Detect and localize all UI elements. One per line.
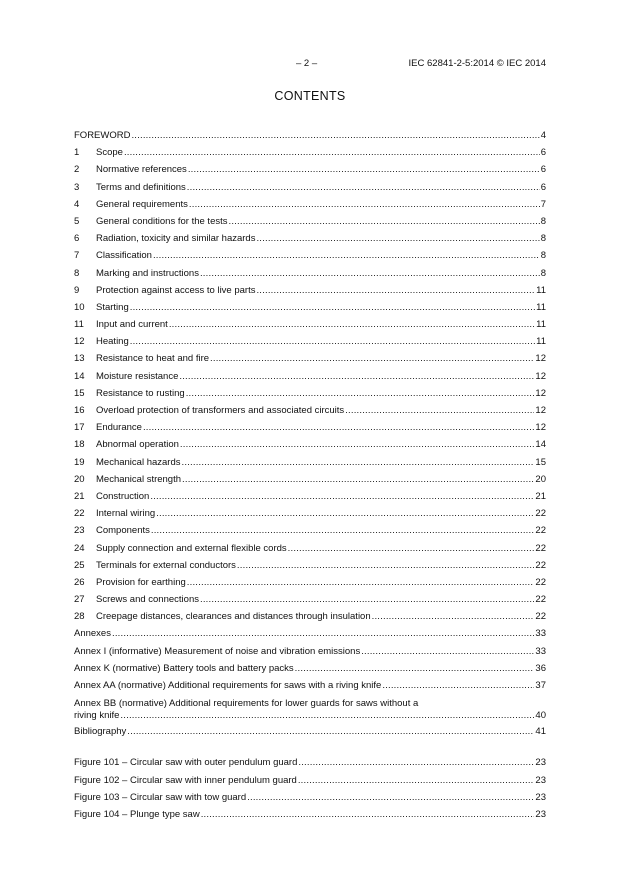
toc-entry-title: Overload protection of transformers and associated circuits	[96, 405, 345, 416]
toc-entry[interactable]	[74, 643, 546, 660]
toc-entry[interactable]	[74, 368, 546, 385]
toc-entry-title: Components	[96, 525, 150, 537]
figure-entry[interactable]	[74, 789, 546, 806]
dot-leader	[180, 436, 535, 453]
toc-entry[interactable]	[74, 350, 546, 367]
toc-entry[interactable]	[74, 230, 546, 247]
toc-entry-number: 6	[74, 233, 80, 245]
toc-entry-page: 12	[535, 387, 546, 399]
toc-entry-number: 9	[74, 284, 80, 296]
toc-entry-title: Supply connection and external flexible cords	[96, 542, 287, 554]
toc-entry-page: 8	[540, 215, 546, 227]
toc-entry[interactable]	[74, 213, 546, 230]
dot-leader	[210, 350, 534, 367]
dot-leader	[188, 161, 540, 178]
toc-entry-title: Mechanical hazards	[96, 456, 181, 468]
page-header	[0, 58, 620, 74]
toc-entry-title: Annex BB (normative) Additional requirements for lower guards for saws without a	[74, 698, 419, 710]
toc-entry-title: Starting	[96, 301, 129, 313]
toc-entry-title: Heating	[96, 336, 129, 348]
toc-entry-number: 11	[74, 319, 84, 331]
toc-entry-number: 22	[74, 508, 85, 520]
toc-entry-number: 3	[74, 181, 80, 193]
dot-leader	[124, 144, 540, 161]
dot-leader	[131, 127, 539, 144]
toc-entry[interactable]	[74, 419, 546, 436]
toc-entry-number: 27	[74, 594, 85, 606]
toc-entry-title: Resistance to heat and fire	[96, 353, 210, 365]
toc-entry-title: General requirements	[96, 198, 188, 210]
dot-leader	[201, 806, 535, 823]
toc-entry[interactable]	[74, 660, 546, 677]
dot-leader	[182, 454, 535, 471]
toc-entry[interactable]	[74, 127, 546, 144]
toc-entry[interactable]	[74, 385, 546, 402]
toc-entry[interactable]	[74, 505, 546, 522]
toc-entry-number: 25	[74, 559, 85, 571]
toc-entry-title: Internal wiring	[96, 508, 156, 520]
toc-entry-title: Provision for earthing	[96, 576, 186, 588]
toc-entry-title: Annex I (informative) Measurement of noise and vibration emissions	[74, 645, 361, 657]
toc-entry-page: 33	[535, 645, 546, 657]
toc-entry-title-continued: riving knife	[74, 709, 120, 721]
toc-entry-page: 23	[535, 808, 546, 820]
toc-entry[interactable]	[74, 282, 546, 299]
toc-entry-title: Annexes	[74, 628, 111, 640]
dot-leader	[189, 196, 540, 213]
toc-entry-page: 23	[535, 791, 546, 803]
toc-entry[interactable]	[74, 333, 546, 350]
dot-leader	[295, 660, 535, 677]
toc-entry[interactable]	[74, 179, 546, 196]
toc-entry-number: 28	[74, 611, 85, 623]
toc-entry-page: 22	[535, 525, 546, 537]
toc-entry-number: 19	[74, 456, 85, 468]
toc-entry-page: 23	[535, 757, 546, 769]
toc-entry[interactable]	[74, 471, 546, 488]
toc-entry-page: 11	[536, 319, 546, 331]
dot-leader	[151, 522, 535, 539]
toc-entry-page: 22	[535, 508, 546, 520]
toc-entry-page: 11	[536, 301, 546, 313]
toc-entry-page: 6	[540, 181, 546, 193]
toc-entry-title: FOREWORD	[74, 130, 131, 141]
toc-entry-title: General conditions for the tests	[96, 215, 228, 227]
toc-entry[interactable]	[74, 723, 546, 740]
toc-entry-title: Figure 103 – Circular saw with tow guard	[74, 791, 247, 803]
toc-entry[interactable]	[74, 574, 546, 591]
toc-entry-title: Mechanical strength	[96, 473, 182, 485]
toc-entry-number: 8	[74, 267, 80, 279]
dot-leader	[361, 643, 534, 660]
toc-entry-title: Protection against access to live parts	[96, 284, 256, 296]
dot-leader	[112, 625, 534, 642]
toc-entry-page: 40	[535, 709, 546, 721]
toc-entry-page: 12	[535, 422, 546, 434]
toc-entry-page: 6	[540, 147, 546, 159]
toc-entry[interactable]	[74, 522, 546, 539]
toc-entry[interactable]	[74, 196, 546, 213]
figure-entry[interactable]	[74, 754, 546, 771]
toc-entry-annex-bb[interactable]	[74, 694, 546, 723]
toc-entry[interactable]	[74, 265, 546, 282]
toc-entry-number: 2	[74, 164, 80, 176]
toc-entry-title: Construction	[96, 490, 150, 502]
toc-entry-title: Annex AA (normative) Additional requirements for saws with a riving knife	[74, 680, 382, 691]
toc-entry[interactable]	[74, 402, 546, 419]
toc-entry[interactable]	[74, 488, 546, 505]
dot-leader	[247, 789, 534, 806]
toc-entry-title: Bibliography	[74, 726, 127, 738]
toc-entry-page: 7	[540, 198, 546, 210]
figure-entry[interactable]	[74, 806, 546, 823]
toc-entry-page: 4	[540, 130, 546, 141]
toc-entry[interactable]	[74, 161, 546, 178]
toc-entry-page: 23	[535, 774, 546, 786]
toc-entry-page: 36	[535, 662, 546, 674]
dot-leader	[345, 402, 534, 419]
dot-leader	[298, 772, 535, 789]
dot-leader	[169, 316, 535, 333]
toc-entry-title: Marking and instructions	[96, 267, 199, 279]
toc-entry-title: Normative references	[96, 164, 187, 176]
dot-leader	[237, 557, 535, 574]
dot-leader	[229, 213, 540, 230]
toc-entry[interactable]	[74, 540, 546, 557]
toc-entry-page: 22	[535, 559, 546, 571]
dot-leader	[187, 179, 540, 196]
toc-entry[interactable]	[74, 316, 546, 333]
toc-entry-page: 12	[535, 405, 546, 416]
toc-entry-title: Terminals for external conductors	[96, 559, 236, 571]
toc-entry-page: 8	[540, 267, 546, 279]
toc-entry-number: 10	[74, 301, 85, 313]
dot-leader	[200, 591, 534, 608]
toc-entry-title: Figure 102 – Circular saw with inner pendulum guard	[74, 774, 297, 786]
dot-leader	[179, 368, 534, 385]
toc-entry[interactable]	[74, 625, 546, 642]
toc-entry-number: 5	[74, 215, 80, 227]
toc-entry-title: Resistance to rusting	[96, 387, 185, 399]
toc-entry-title: Scope	[96, 147, 123, 159]
toc-entry-page: 8	[540, 250, 546, 262]
dot-leader	[298, 754, 534, 771]
dot-leader	[127, 723, 534, 740]
toc-entry-number: 1	[74, 147, 80, 159]
toc-entry-number: 4	[74, 198, 80, 210]
toc-entry[interactable]	[74, 247, 546, 264]
dot-leader	[256, 230, 539, 247]
toc-entry-page: 20	[535, 473, 546, 485]
toc-entry-title: Figure 104 – Plunge type saw	[74, 808, 200, 820]
toc-entry[interactable]	[74, 677, 546, 694]
toc-entry-title: Annex K (normative) Battery tools and battery packs	[74, 662, 294, 674]
dot-leader	[143, 419, 534, 436]
toc-entry-number: 18	[74, 439, 85, 451]
dot-leader	[187, 574, 535, 591]
dot-leader	[150, 488, 534, 505]
toc-entry-title: Abnormal operation	[96, 439, 179, 451]
dot-leader	[120, 710, 534, 722]
page-number: – 2 –	[296, 58, 318, 69]
toc-entry-page: 12	[535, 370, 546, 382]
toc-entry[interactable]	[74, 299, 546, 316]
dot-leader	[130, 299, 535, 316]
toc-entry-number: 15	[74, 387, 85, 399]
toc-entry-page: 11	[536, 336, 546, 348]
toc-entry-page: 11	[536, 284, 546, 296]
dot-leader	[130, 333, 535, 350]
toc-entry-number: 20	[74, 473, 85, 485]
toc-entry[interactable]	[74, 591, 546, 608]
toc-entry-page: 6	[540, 164, 546, 176]
toc-entry-page: 21	[535, 490, 546, 502]
page-title: CONTENTS	[274, 89, 346, 103]
toc-entry-page: 22	[535, 542, 546, 554]
table-of-contents	[74, 127, 546, 823]
toc-entry-page: 14	[535, 439, 546, 451]
toc-entry-page: 37	[535, 680, 546, 691]
toc-entry-page: 22	[535, 594, 546, 606]
dot-leader	[256, 282, 535, 299]
toc-entry-page: 33	[535, 628, 546, 640]
figure-entry[interactable]	[74, 772, 546, 789]
toc-entry-title: Classification	[96, 250, 152, 262]
dot-leader	[182, 471, 534, 488]
dot-leader	[382, 677, 534, 694]
section-spacer	[74, 740, 546, 754]
toc-entry[interactable]	[74, 144, 546, 161]
toc-entry-number: 7	[74, 250, 80, 262]
toc-entry-number: 24	[74, 542, 85, 554]
toc-entry-title: Radiation, toxicity and similar hazards	[96, 233, 256, 245]
toc-entry-number: 21	[74, 490, 85, 502]
toc-entry-title: Figure 101 – Circular saw with outer pendulum guard	[74, 757, 298, 769]
toc-entry-title: Creepage distances, clearances and distances through insulation	[96, 611, 371, 623]
toc-entry-number: 16	[74, 405, 85, 416]
toc-entry[interactable]	[74, 436, 546, 453]
dot-leader	[153, 247, 540, 264]
dot-leader	[200, 265, 540, 282]
toc-entry-page: 41	[535, 726, 546, 738]
toc-entry-title: Terms and definitions	[96, 181, 186, 193]
toc-entry-number: 23	[74, 525, 85, 537]
toc-entry[interactable]	[74, 608, 546, 625]
toc-entry-number: 17	[74, 422, 85, 434]
toc-entry-title: Endurance	[96, 422, 142, 434]
toc-entry-number: 12	[74, 336, 85, 348]
toc-entry-page: 8	[540, 233, 546, 245]
toc-entry-page: 15	[535, 456, 546, 468]
dot-leader	[372, 608, 535, 625]
toc-entry[interactable]	[74, 454, 546, 471]
toc-entry-title: Screws and connections	[96, 594, 199, 606]
toc-entry-page: 22	[535, 611, 546, 623]
toc-entry-number: 14	[74, 370, 85, 382]
dot-leader	[288, 540, 535, 557]
toc-entry-title: Input and current	[96, 319, 168, 331]
dot-leader	[186, 385, 535, 402]
standard-reference: IEC 62841-2-5:2014 © IEC 2014	[408, 58, 546, 69]
toc-entry[interactable]	[74, 557, 546, 574]
toc-entry-page: 22	[535, 576, 546, 588]
toc-entry-page: 12	[535, 353, 546, 365]
toc-entry-title: Moisture resistance	[96, 370, 179, 382]
toc-entry-number: 26	[74, 576, 85, 588]
toc-entry-number: 13	[74, 353, 85, 365]
dot-leader	[156, 505, 534, 522]
